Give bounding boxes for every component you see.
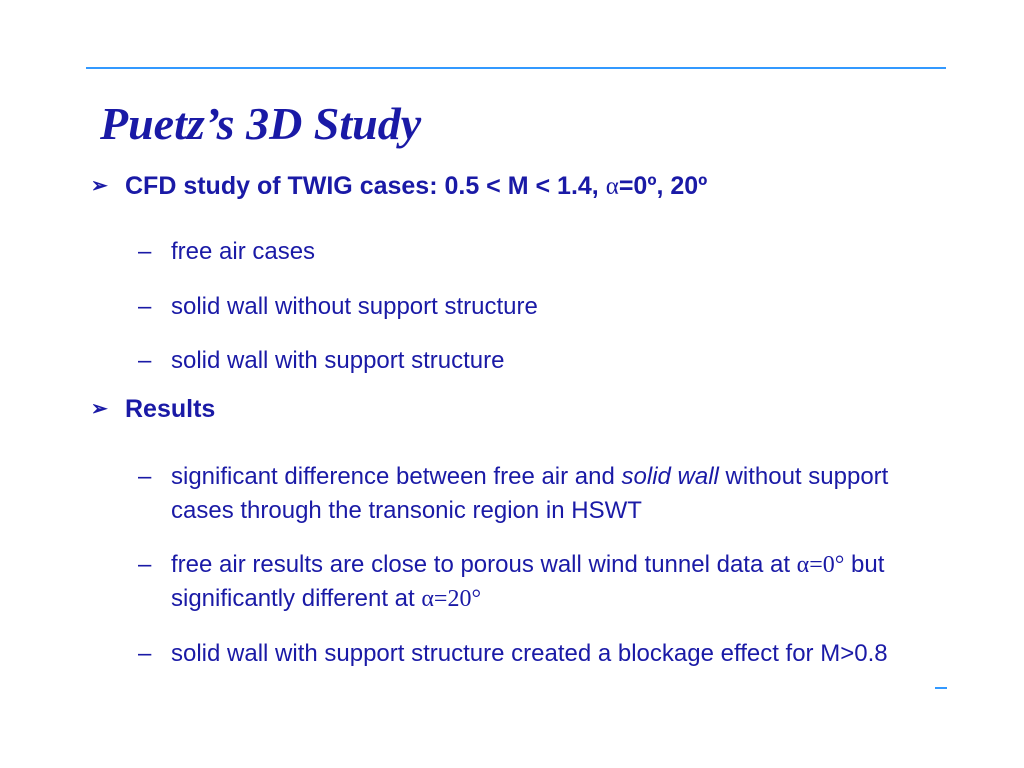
sub-item-text xyxy=(171,460,928,528)
sub-item-text xyxy=(171,548,928,616)
alpha-symbol: α xyxy=(605,173,619,200)
dash-icon: – xyxy=(138,293,152,320)
dash-icon: – xyxy=(138,238,152,265)
top-rule xyxy=(86,67,946,69)
sub-item-solid-wall-without xyxy=(138,290,928,324)
dash-icon: – xyxy=(138,551,152,578)
sub-item-blockage-effect xyxy=(138,637,928,671)
sub-item-text: solid wall with support structure created a blockage effect for M>0.8 xyxy=(171,640,888,667)
sub-item-text: solid wall without support structure xyxy=(171,293,538,320)
sub-item-text: solid wall with support structure xyxy=(171,347,505,374)
bullet-cfd-study xyxy=(91,172,707,201)
slide-title: Puetz’s 3D Study xyxy=(100,98,422,149)
text-run: without support cases through the transonic region in HSWT xyxy=(171,463,889,524)
text-run: but significantly different at xyxy=(171,551,885,612)
text-run: free air results are close to porous wall wind tunnel data at xyxy=(171,551,797,578)
sub-item-free-air xyxy=(138,235,928,269)
bullet-cfd-text: CFD study of TWIG cases: 0.5 < M < 1.4, xyxy=(125,172,606,200)
text-run: significant difference between free air and xyxy=(171,463,622,490)
dash-icon: – xyxy=(138,347,152,374)
dash-icon: – xyxy=(138,640,152,667)
bullet-results-text: Results xyxy=(125,395,216,423)
arrow-bullet-icon: ➢ xyxy=(91,398,108,420)
sub-item-text: free air cases xyxy=(171,238,316,265)
dash-icon: – xyxy=(138,463,152,490)
sub-item-solid-wall-with xyxy=(138,344,928,378)
sub-item-free-air-results xyxy=(138,548,928,616)
bullet-cfd-angles: =0º, 20º xyxy=(618,172,708,200)
emphasis-text: solid wall xyxy=(621,463,719,490)
alpha-twenty-text: α=20° xyxy=(421,586,482,612)
corner-mark xyxy=(935,687,947,689)
alpha-zero-text: α=0° xyxy=(796,552,845,578)
sub-item-significant-difference xyxy=(138,460,928,528)
bullet-results xyxy=(91,395,215,424)
arrow-bullet-icon: ➢ xyxy=(91,175,108,197)
